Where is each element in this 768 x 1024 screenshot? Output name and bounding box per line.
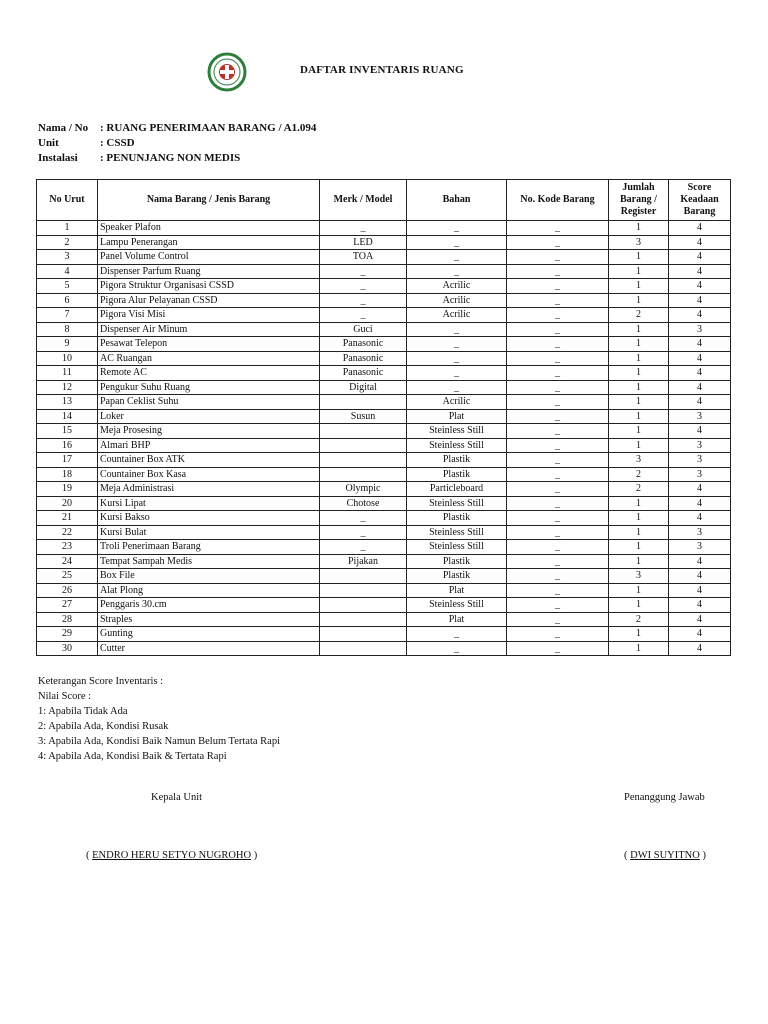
code-cell: _ xyxy=(507,279,609,294)
hospital-logo-icon xyxy=(203,52,251,92)
score-cell: 4 xyxy=(669,641,731,656)
quantity-cell: 1 xyxy=(609,351,669,366)
item-name-cell: Lampu Penerangan xyxy=(98,235,320,250)
quantity-cell: 1 xyxy=(609,337,669,352)
quantity-cell: 1 xyxy=(609,366,669,381)
quantity-cell: 1 xyxy=(609,554,669,569)
brand-cell: _ xyxy=(320,308,407,323)
brand-cell xyxy=(320,627,407,642)
material-cell: _ xyxy=(407,337,507,352)
code-cell: _ xyxy=(507,438,609,453)
material-cell: Steinless Still xyxy=(407,598,507,613)
item-name-cell: Alat Plong xyxy=(98,583,320,598)
quantity-cell: 1 xyxy=(609,496,669,511)
info-row xyxy=(38,121,316,136)
material-cell: Plat xyxy=(407,612,507,627)
brand-cell xyxy=(320,438,407,453)
material-cell: _ xyxy=(407,366,507,381)
column-header: Bahan xyxy=(407,180,507,221)
no-urut-cell: 17 xyxy=(37,453,98,468)
table-row xyxy=(37,337,731,352)
quantity-cell: 1 xyxy=(609,540,669,555)
item-name-cell: Speaker Plafon xyxy=(98,221,320,236)
quantity-cell: 1 xyxy=(609,525,669,540)
brand-cell: _ xyxy=(320,525,407,540)
code-cell: _ xyxy=(507,395,609,410)
item-name-cell: Meja Administrasi xyxy=(98,482,320,497)
no-urut-cell: 20 xyxy=(37,496,98,511)
score-cell: 4 xyxy=(669,569,731,584)
brand-cell: TOA xyxy=(320,250,407,265)
score-cell: 4 xyxy=(669,221,731,236)
note-line: 2: Apabila Ada, Kondisi Rusak xyxy=(38,721,169,732)
signature-left-name-text: ENDRO HERU SETYO NUGROHO xyxy=(92,850,252,861)
item-name-cell: Tempat Sampah Medis xyxy=(98,554,320,569)
item-name-cell: Dispenser Air Minum xyxy=(98,322,320,337)
item-name-cell: Almari BHP xyxy=(98,438,320,453)
code-cell: _ xyxy=(507,583,609,598)
item-name-cell: Troli Penerimaan Barang xyxy=(98,540,320,555)
quantity-cell: 1 xyxy=(609,293,669,308)
no-urut-cell: 26 xyxy=(37,583,98,598)
brand-cell: _ xyxy=(320,221,407,236)
table-row xyxy=(37,554,731,569)
score-cell: 4 xyxy=(669,496,731,511)
table-row xyxy=(37,612,731,627)
quantity-cell: 1 xyxy=(609,322,669,337)
no-urut-cell: 7 xyxy=(37,308,98,323)
column-header: No. Kode Barang xyxy=(507,180,609,221)
no-urut-cell: 3 xyxy=(37,250,98,265)
code-cell: _ xyxy=(507,569,609,584)
code-cell: _ xyxy=(507,337,609,352)
item-name-cell: Box File xyxy=(98,569,320,584)
column-header: Nama Barang / Jenis Barang xyxy=(98,180,320,221)
no-urut-cell: 2 xyxy=(37,235,98,250)
table-row xyxy=(37,322,731,337)
material-cell: _ xyxy=(407,351,507,366)
quantity-cell: 3 xyxy=(609,235,669,250)
quantity-cell: 2 xyxy=(609,612,669,627)
brand-cell xyxy=(320,612,407,627)
score-cell: 4 xyxy=(669,250,731,265)
brand-cell xyxy=(320,395,407,410)
brand-cell: LED xyxy=(320,235,407,250)
material-cell: Acrilic xyxy=(407,293,507,308)
code-cell: _ xyxy=(507,250,609,265)
note-line: Keterangan Score Inventaris : xyxy=(38,676,164,687)
code-cell: _ xyxy=(507,409,609,424)
no-urut-cell: 4 xyxy=(37,264,98,279)
score-cell: 3 xyxy=(669,540,731,555)
material-cell: Steinless Still xyxy=(407,424,507,439)
no-urut-cell: 21 xyxy=(37,511,98,526)
quantity-cell: 1 xyxy=(609,250,669,265)
material-cell: _ xyxy=(407,627,507,642)
no-urut-cell: 12 xyxy=(37,380,98,395)
note-line: 4: Apabila Ada, Kondisi Baik & Tertata Rapi xyxy=(38,751,227,762)
material-cell: _ xyxy=(407,235,507,250)
code-cell: _ xyxy=(507,264,609,279)
info-value: : CSSD xyxy=(100,137,135,149)
score-cell: 4 xyxy=(669,279,731,294)
material-cell: Steinless Still xyxy=(407,438,507,453)
quantity-cell: 3 xyxy=(609,569,669,584)
table-row xyxy=(37,424,731,439)
no-urut-cell: 27 xyxy=(37,598,98,613)
quantity-cell: 2 xyxy=(609,482,669,497)
code-cell: _ xyxy=(507,221,609,236)
room-info xyxy=(38,121,316,166)
no-urut-cell: 1 xyxy=(37,221,98,236)
material-cell: _ xyxy=(407,641,507,656)
column-header: Jumlah Barang / Register xyxy=(609,180,669,221)
quantity-cell: 2 xyxy=(609,308,669,323)
material-cell: _ xyxy=(407,221,507,236)
item-name-cell: Straples xyxy=(98,612,320,627)
no-urut-cell: 14 xyxy=(37,409,98,424)
brand-cell: _ xyxy=(320,540,407,555)
brand-cell: Guci xyxy=(320,322,407,337)
quantity-cell: 1 xyxy=(609,424,669,439)
table-row xyxy=(37,438,731,453)
code-cell: _ xyxy=(507,540,609,555)
score-cell: 4 xyxy=(669,482,731,497)
table-row xyxy=(37,395,731,410)
score-cell: 4 xyxy=(669,598,731,613)
code-cell: _ xyxy=(507,641,609,656)
brand-cell xyxy=(320,453,407,468)
no-urut-cell: 25 xyxy=(37,569,98,584)
no-urut-cell: 23 xyxy=(37,540,98,555)
score-cell: 4 xyxy=(669,293,731,308)
brand-cell: Digital xyxy=(320,380,407,395)
signature-right-name-text: DWI SUYITNO xyxy=(630,850,700,861)
score-cell: 3 xyxy=(669,438,731,453)
signature-left-title: Kepala Unit xyxy=(151,792,203,803)
table-body xyxy=(37,221,731,656)
brand-cell xyxy=(320,583,407,598)
code-cell: _ xyxy=(507,525,609,540)
material-cell: Plat xyxy=(407,583,507,598)
score-cell: 4 xyxy=(669,511,731,526)
info-row xyxy=(38,136,316,151)
material-cell: _ xyxy=(407,250,507,265)
brand-cell: _ xyxy=(320,511,407,526)
no-urut-cell: 28 xyxy=(37,612,98,627)
brand-cell xyxy=(320,569,407,584)
note-line: Nilai Score : xyxy=(38,691,92,702)
quantity-cell: 1 xyxy=(609,598,669,613)
table-row xyxy=(37,482,731,497)
brand-cell: _ xyxy=(320,279,407,294)
table-row xyxy=(37,250,731,265)
info-label: Unit xyxy=(38,137,59,149)
signature-left-name: ( ENDRO HERU SETYO NUGROHO ) xyxy=(86,850,258,861)
item-name-cell: Pesawat Telepon xyxy=(98,337,320,352)
code-cell: _ xyxy=(507,380,609,395)
material-cell: Steinless Still xyxy=(407,525,507,540)
signature-right-title: Penanggung Jawab xyxy=(624,792,705,803)
item-name-cell: Pengukur Suhu Ruang xyxy=(98,380,320,395)
material-cell: Steinless Still xyxy=(407,540,507,555)
score-notes xyxy=(38,674,280,764)
quantity-cell: 1 xyxy=(609,641,669,656)
material-cell: Steinless Still xyxy=(407,496,507,511)
table-row xyxy=(37,511,731,526)
item-name-cell: Loker xyxy=(98,409,320,424)
code-cell: _ xyxy=(507,496,609,511)
column-header: No Urut xyxy=(37,180,98,221)
item-name-cell: Panel Volume Control xyxy=(98,250,320,265)
quantity-cell: 1 xyxy=(609,395,669,410)
material-cell: Acrilic xyxy=(407,308,507,323)
material-cell: Acrilic xyxy=(407,395,507,410)
quantity-cell: 1 xyxy=(609,279,669,294)
quantity-cell: 1 xyxy=(609,380,669,395)
item-name-cell: Countainer Box ATK xyxy=(98,453,320,468)
brand-cell xyxy=(320,641,407,656)
no-urut-cell: 6 xyxy=(37,293,98,308)
brand-cell: Panasonic xyxy=(320,366,407,381)
table-row xyxy=(37,293,731,308)
no-urut-cell: 5 xyxy=(37,279,98,294)
material-cell: Particleboard xyxy=(407,482,507,497)
no-urut-cell: 8 xyxy=(37,322,98,337)
item-name-cell: Countainer Box Kasa xyxy=(98,467,320,482)
brand-cell: Olympic xyxy=(320,482,407,497)
table-row xyxy=(37,351,731,366)
info-value: : PENUNJANG NON MEDIS xyxy=(100,152,241,164)
table-row xyxy=(37,409,731,424)
table-row xyxy=(37,366,731,381)
score-cell: 4 xyxy=(669,264,731,279)
score-cell: 4 xyxy=(669,235,731,250)
code-cell: _ xyxy=(507,293,609,308)
table-row xyxy=(37,496,731,511)
quantity-cell: 1 xyxy=(609,409,669,424)
quantity-cell: 1 xyxy=(609,438,669,453)
quantity-cell: 2 xyxy=(609,467,669,482)
table-row xyxy=(37,308,731,323)
no-urut-cell: 24 xyxy=(37,554,98,569)
info-label: Instalasi xyxy=(38,152,78,164)
score-cell: 4 xyxy=(669,308,731,323)
no-urut-cell: 9 xyxy=(37,337,98,352)
table-row xyxy=(37,467,731,482)
material-cell: _ xyxy=(407,322,507,337)
column-header: Score Keadaan Barang xyxy=(669,180,731,221)
code-cell: _ xyxy=(507,612,609,627)
code-cell: _ xyxy=(507,482,609,497)
score-cell: 4 xyxy=(669,612,731,627)
item-name-cell: Kursi Bakso xyxy=(98,511,320,526)
quantity-cell: 1 xyxy=(609,264,669,279)
item-name-cell: AC Ruangan xyxy=(98,351,320,366)
table-row xyxy=(37,380,731,395)
no-urut-cell: 16 xyxy=(37,438,98,453)
brand-cell xyxy=(320,598,407,613)
table-row xyxy=(37,641,731,656)
note-line: 3: Apabila Ada, Kondisi Baik Namun Belum Tertata Rapi xyxy=(38,736,280,747)
table-header-row xyxy=(37,180,731,221)
code-cell: _ xyxy=(507,322,609,337)
brand-cell xyxy=(320,424,407,439)
code-cell: _ xyxy=(507,598,609,613)
table-row xyxy=(37,264,731,279)
material-cell: Plastik xyxy=(407,554,507,569)
signature-right-name: ( DWI SUYITNO ) xyxy=(624,850,706,861)
item-name-cell: Pigora Alur Pelayanan CSSD xyxy=(98,293,320,308)
score-cell: 4 xyxy=(669,395,731,410)
quantity-cell: 1 xyxy=(609,627,669,642)
info-value: : RUANG PENERIMAAN BARANG / A1.094 xyxy=(100,122,317,134)
brand-cell: Panasonic xyxy=(320,351,407,366)
no-urut-cell: 13 xyxy=(37,395,98,410)
column-header: Merk / Model xyxy=(320,180,407,221)
material-cell: _ xyxy=(407,380,507,395)
material-cell: Plastik xyxy=(407,467,507,482)
code-cell: _ xyxy=(507,424,609,439)
brand-cell: Susun xyxy=(320,409,407,424)
score-cell: 3 xyxy=(669,409,731,424)
quantity-cell: 3 xyxy=(609,453,669,468)
note-line: 1: Apabila Tidak Ada xyxy=(38,706,128,717)
material-cell: Plastik xyxy=(407,453,507,468)
code-cell: _ xyxy=(507,308,609,323)
score-cell: 3 xyxy=(669,322,731,337)
item-name-cell: Kursi Bulat xyxy=(98,525,320,540)
quantity-cell: 1 xyxy=(609,583,669,598)
table-row xyxy=(37,569,731,584)
score-cell: 3 xyxy=(669,467,731,482)
material-cell: Acrilic xyxy=(407,279,507,294)
table-row xyxy=(37,540,731,555)
item-name-cell: Meja Prosesing xyxy=(98,424,320,439)
no-urut-cell: 15 xyxy=(37,424,98,439)
item-name-cell: Pigora Struktur Organisasi CSSD xyxy=(98,279,320,294)
brand-cell: _ xyxy=(320,264,407,279)
score-cell: 4 xyxy=(669,554,731,569)
material-cell: Plastik xyxy=(407,511,507,526)
code-cell: _ xyxy=(507,511,609,526)
no-urut-cell: 18 xyxy=(37,467,98,482)
table-row xyxy=(37,235,731,250)
code-cell: _ xyxy=(507,366,609,381)
score-cell: 4 xyxy=(669,424,731,439)
code-cell: _ xyxy=(507,627,609,642)
score-cell: 3 xyxy=(669,453,731,468)
score-cell: 4 xyxy=(669,380,731,395)
item-name-cell: Kursi Lipat xyxy=(98,496,320,511)
info-row xyxy=(38,151,316,166)
table-row xyxy=(37,453,731,468)
code-cell: _ xyxy=(507,467,609,482)
brand-cell: Chotose xyxy=(320,496,407,511)
item-name-cell: Dispenser Parfum Ruang xyxy=(98,264,320,279)
code-cell: _ xyxy=(507,235,609,250)
table-row xyxy=(37,525,731,540)
no-urut-cell: 11 xyxy=(37,366,98,381)
info-label: Nama / No xyxy=(38,122,89,134)
no-urut-cell: 22 xyxy=(37,525,98,540)
inventory-table xyxy=(36,179,731,656)
no-urut-cell: 29 xyxy=(37,627,98,642)
no-urut-cell: 10 xyxy=(37,351,98,366)
code-cell: _ xyxy=(507,554,609,569)
brand-cell xyxy=(320,467,407,482)
table-row xyxy=(37,598,731,613)
no-urut-cell: 30 xyxy=(37,641,98,656)
score-cell: 4 xyxy=(669,627,731,642)
table-row xyxy=(37,627,731,642)
item-name-cell: Papan Ceklist Suhu xyxy=(98,395,320,410)
score-cell: 3 xyxy=(669,525,731,540)
brand-cell: Panasonic xyxy=(320,337,407,352)
quantity-cell: 1 xyxy=(609,221,669,236)
score-cell: 4 xyxy=(669,351,731,366)
item-name-cell: Penggaris 30.cm xyxy=(98,598,320,613)
table-row xyxy=(37,221,731,236)
material-cell: Plastik xyxy=(407,569,507,584)
table-row xyxy=(37,279,731,294)
no-urut-cell: 19 xyxy=(37,482,98,497)
item-name-cell: Gunting xyxy=(98,627,320,642)
document-title: DAFTAR INVENTARIS RUANG xyxy=(300,64,464,76)
score-cell: 4 xyxy=(669,337,731,352)
quantity-cell: 1 xyxy=(609,511,669,526)
code-cell: _ xyxy=(507,351,609,366)
item-name-cell: Cutter xyxy=(98,641,320,656)
code-cell: _ xyxy=(507,453,609,468)
item-name-cell: Remote AC xyxy=(98,366,320,381)
brand-cell: Pijakan xyxy=(320,554,407,569)
brand-cell: _ xyxy=(320,293,407,308)
item-name-cell: Pigora Visi Misi xyxy=(98,308,320,323)
score-cell: 4 xyxy=(669,583,731,598)
table-row xyxy=(37,583,731,598)
score-cell: 4 xyxy=(669,366,731,381)
material-cell: Plat xyxy=(407,409,507,424)
material-cell: _ xyxy=(407,264,507,279)
